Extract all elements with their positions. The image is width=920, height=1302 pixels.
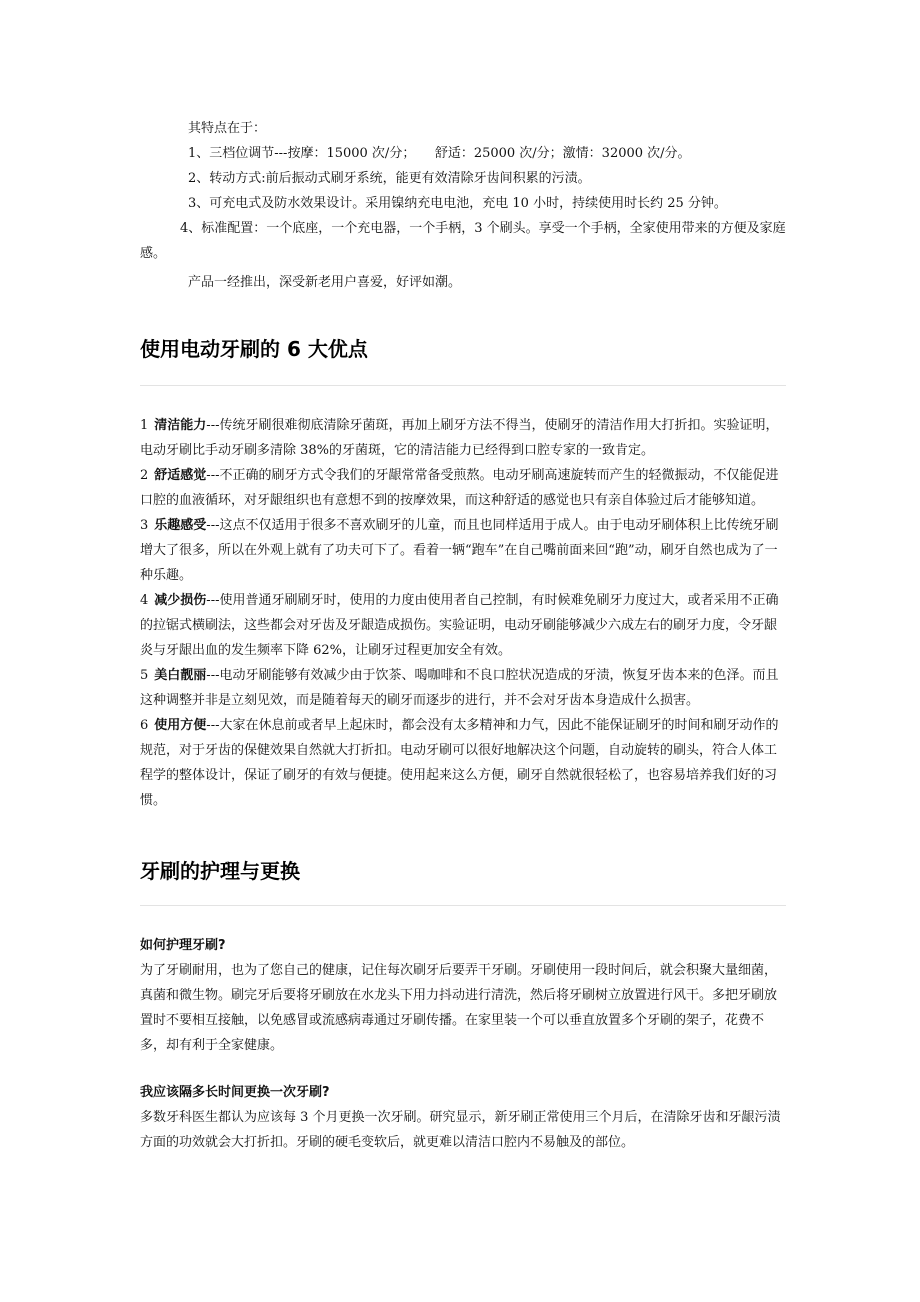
advantage-text: ---大家在休息前或者早上起床时，都会没有太多精神和力气，因此不能保证刷牙的时间和刷牙动作的规范，对于牙齿的保健效果自然就大打折扣。电动牙刷可以很好地解决这个问题，自动旋转的刷头，符合人体工程学的整体设计，保证了刷牙的有效与便捷。使用起来这么方便，刷牙自然就很轻松了，也容易培养我们好的习惯。: [140, 718, 779, 808]
section1-title: 使用电动牙刷的 6 大优点: [140, 337, 368, 361]
section2-title: 牙刷的护理与更换: [140, 859, 300, 883]
advantage-number: 5: [140, 668, 149, 683]
advantage-key: 乐趣感受: [154, 518, 207, 533]
advantage-number: 3: [140, 518, 149, 533]
section1-divider: [140, 385, 786, 386]
feature-line-2: 2、转动方式:前后振动式刷牙系统，能更有效清除牙齿间积累的污渍。: [188, 171, 591, 186]
care-question-2: 我应该隔多长时间更换一次牙刷?: [140, 1085, 330, 1100]
feature-line-4: [140, 216, 786, 266]
advantage-item-6: [140, 713, 786, 813]
features-intro: 其特点在于：: [188, 121, 267, 136]
advantage-text: ---电动牙刷能够有效减少由于饮茶、喝咖啡和不良口腔状况造成的牙渍，恢复牙齿本来的色泽。而且这种调整并非是立刻见效，而是随着每天的刷牙而逐步的进行，并不会对牙齿本身造成什么损害。: [140, 668, 779, 708]
advantage-text: ---这点不仅适用于很多不喜欢刷牙的儿童，而且也同样适用于成人。由于电动牙刷体积上比传统牙刷增大了很多，所以在外观上就有了功夫可下了。看着一辆“跑车”在自己嘴前面来回“跑”动，刷牙自然也成为了一种乐趣。: [140, 518, 779, 583]
section2-divider: [140, 905, 786, 906]
advantage-number: 1: [140, 418, 149, 433]
features-closing: 产品一经推出，深受新老用户喜爱，好评如潮。: [188, 275, 462, 290]
care-answer-2: 多数牙科医生都认为应该每 3 个月更换一次牙刷。研究显示，新牙刷正常使用三个月后，在清除牙齿和牙龈污渍方面的功效就会大打折扣。牙刷的硬毛变软后，就更难以清洁口腔内不易触及的部位。: [140, 1110, 781, 1150]
advantage-number: 4: [140, 593, 149, 608]
advantage-key: 减少损伤: [154, 593, 207, 608]
advantage-key: 舒适感觉: [154, 468, 207, 483]
advantage-item-2: [140, 463, 786, 513]
advantage-text: ---不正确的刷牙方式令我们的牙龈常常备受煎熬。电动牙刷高速旋转而产生的轻微振动，不仅能促进口腔的血液循环，对牙龈组织也有意想不到的按摩效果，而这种舒适的感觉也只有亲自体验过后才能够知道。: [140, 468, 779, 508]
feature-line-4-text: 4、标准配置：一个底座，一个充电器，一个手柄，3 个刷头。享受一个手柄，全家使用带来的方便及家庭感。: [140, 221, 786, 261]
advantage-item-4: [140, 588, 786, 663]
care-block: [140, 934, 786, 1155]
advantage-number: 6: [140, 718, 149, 733]
advantage-text: ---传统牙刷很难彻底清除牙菌斑，再加上刷牙方法不得当，使刷牙的清洁作用大打折扣。实验证明，电动牙刷比手动牙刷多清除 38%的牙菌斑，它的清洁能力已经得到口腔专家的一致肯定。: [140, 418, 779, 458]
care-question-1: 如何护理牙刷?: [140, 938, 226, 953]
advantage-text: ---使用普通牙刷刷牙时，使用的力度由使用者自己控制，有时候难免刷牙力度过大，或者采用不正确的拉锯式横刷法，这些都会对牙齿及牙龈造成损伤。实验证明，电动牙刷能够减少六成左右的刷牙力度，令牙龈炎与牙龈出血的发生频率下降 62%，让刷牙过程更加安全有效。: [140, 593, 779, 658]
features-block: [140, 116, 786, 295]
advantage-key: 美白靓丽: [154, 668, 207, 683]
document-page: [140, 116, 786, 1155]
advantage-item-3: [140, 513, 786, 588]
care-answer-1: 为了牙刷耐用，也为了您自己的健康，记住每次刷牙后要弄干牙刷。牙刷使用一段时间后，就会积聚大量细菌，真菌和微生物。刷完牙后要将牙刷放在水龙头下用力抖动进行清洗，然后将牙刷树立放置进行风干。多把牙刷放置时不要相互接触，以免感冒或流感病毒通过牙刷传播。在家里装一个可以垂直放置多个牙刷的架子，花费不多，却有利于全家健康。: [140, 963, 778, 1053]
advantage-number: 2: [140, 468, 149, 483]
advantage-item-1: [140, 413, 786, 463]
feature-line-3: 3、可充电式及防水效果设计。采用镍纳充电电池，充电 10 小时，持续使用时长约 25 分钟。: [188, 196, 727, 211]
advantage-key: 清洁能力: [154, 418, 207, 433]
feature-line-1: 1、三档位调节---按摩：15000 次/分； 舒适：25000 次/分；激情：32000 次/分。: [188, 146, 691, 161]
advantage-key: 使用方便: [154, 718, 207, 733]
advantages-list: [140, 413, 786, 813]
advantage-item-5: [140, 663, 786, 713]
